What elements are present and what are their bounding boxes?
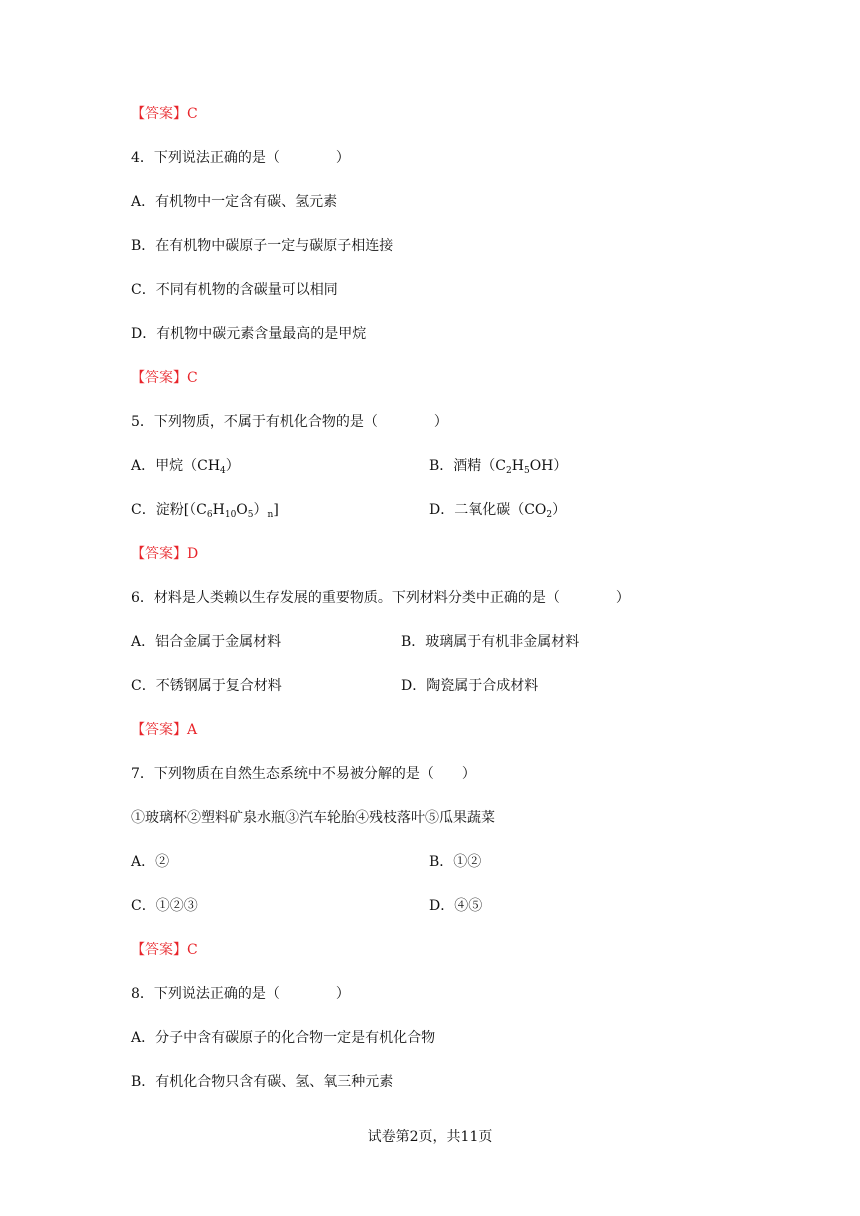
answer-label: 【答案】 [131, 106, 187, 122]
question-4-stem: 4．下列说法正确的是（ ） [131, 150, 350, 166]
question-7-option-a: A．② [131, 854, 170, 870]
question-4-option-c: C．不同有机物的含碳量可以相同 [131, 282, 338, 298]
question-8-option-a: A．分子中含有碳原子的化合物一定是有机化合物 [131, 1030, 436, 1046]
answer-label: 【答案】 [131, 370, 187, 386]
question-5-option-d: D．二氧化碳$(CO_2)$ [429, 502, 567, 520]
question-8-option-b: B．有机化合物只含有碳、氢、氧三种元素 [131, 1074, 394, 1090]
question-4-option-d: D．有机物中碳元素含量最高的是甲烷 [131, 326, 367, 342]
answer-q4 [131, 369, 198, 387]
answer-q3 [131, 105, 198, 123]
question-8-stem: 8．下列说法正确的是（ ） [131, 986, 350, 1002]
question-7-option-b: B．①② [429, 854, 482, 870]
question-5-option-b: B．酒精$(C_2H_5OH)$ [429, 458, 568, 476]
question-5-stem: 5．下列物质，不属于有机化合物的是（ ） [131, 414, 448, 430]
answer-value: C [187, 106, 198, 122]
question-6-option-a: A．铝合金属于金属材料 [131, 634, 282, 650]
question-7-option-c: C．①②③ [131, 898, 198, 914]
question-4-option-a: A．有机物中一定含有碳、氢元素 [131, 194, 338, 210]
answer-q5 [131, 545, 198, 563]
question-6-option-c: C．不锈钢属于复合材料 [131, 678, 282, 694]
page-footer: 试卷第2页，共11页 [367, 1129, 493, 1145]
answer-label: 【答案】 [131, 942, 187, 958]
question-6-stem: 6．材料是人类赖以生存发展的重要物质。下列材料分类中正确的是（ ） [131, 590, 630, 606]
question-7-option-d: D．④⑤ [429, 898, 483, 914]
question-6-option-b: B．玻璃属于有机非金属材料 [401, 634, 580, 650]
answer-label: 【答案】 [131, 722, 187, 738]
question-6-option-d: D．陶瓷属于合成材料 [401, 678, 539, 694]
answer-label: 【答案】 [131, 546, 187, 562]
question-5-option-c: C．淀粉$[(C_6H_{10}O_5)_n]$ [131, 502, 279, 520]
answer-value: C [187, 370, 198, 386]
question-4-option-b: B．在有机物中碳原子一定与碳原子相连接 [131, 238, 394, 254]
answer-value: A [187, 722, 198, 738]
question-7-stem: 7．下列物质在自然生态系统中不易被分解的是（ ） [131, 766, 476, 782]
answer-q6 [131, 721, 197, 739]
answer-q7 [131, 941, 198, 959]
answer-value: D [187, 546, 199, 562]
question-5-option-a: A．甲烷$(CH_4)$ [131, 458, 240, 476]
answer-value: C [187, 942, 198, 958]
question-7-items: ①玻璃杯②塑料矿泉水瓶③汽车轮胎④残枝落叶⑤瓜果蔬菜 [131, 810, 495, 826]
